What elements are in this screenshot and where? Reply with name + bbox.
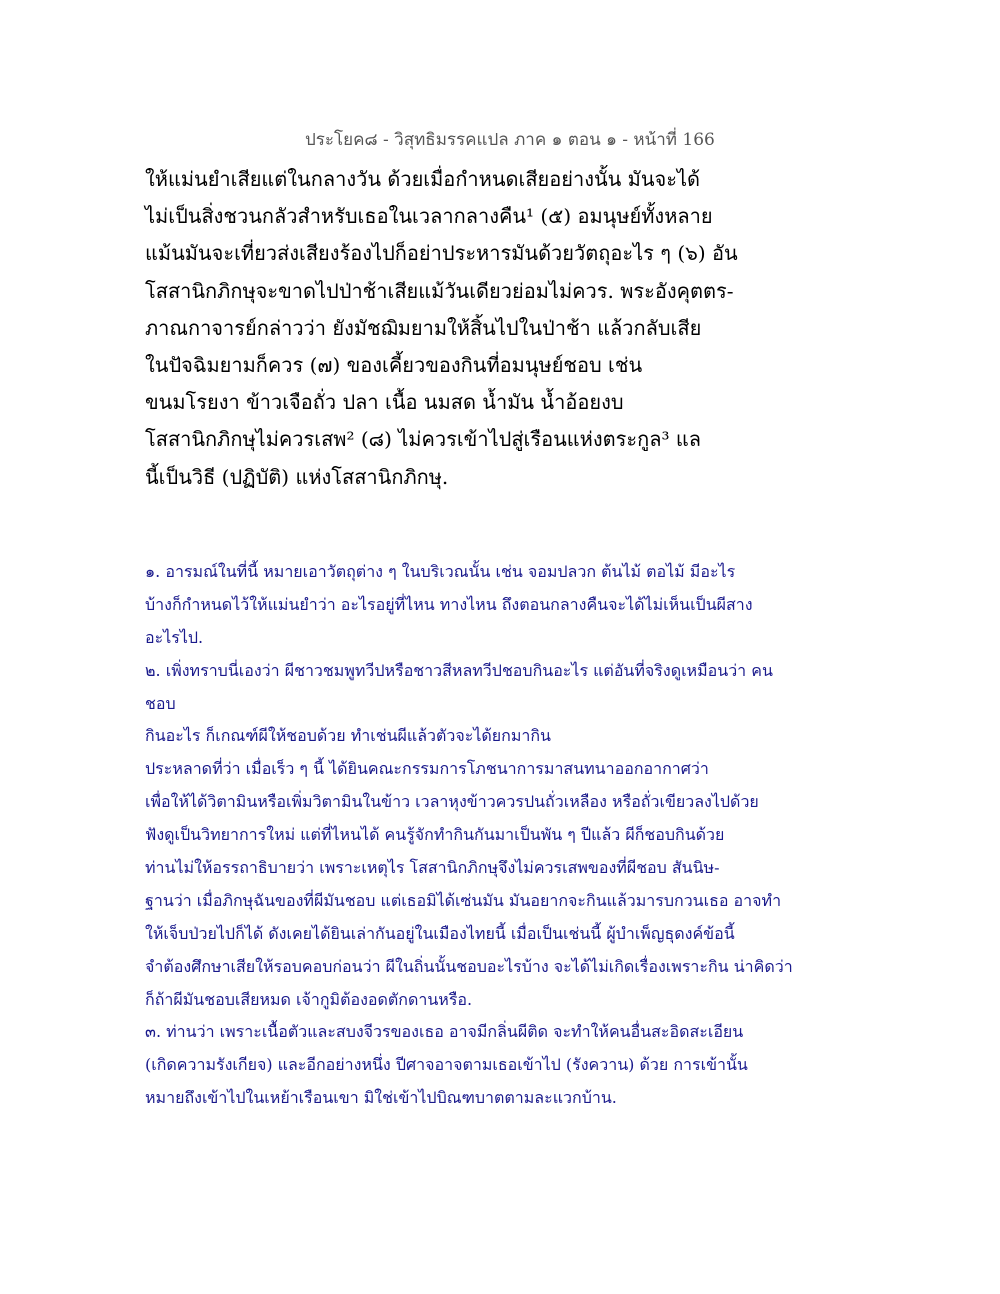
footnote-line: จำต้องศึกษาเสียให้รอบคอบก่อนว่า ผีในถิ่นนั้นชอบอะไรบ้าง จะได้ไม่เกิดเรื่องเพราะกิน น่าคิดว่า	[145, 956, 793, 976]
page-header: ประโยค๘ - วิสุทธิมรรคแปล ภาค ๑ ตอน ๑ - หน้าที่ 166	[305, 130, 715, 150]
footnote-line: ให้เจ็บป่วยไปก็ได้ ดังเคยได้ยินเล่ากันอยู่ในเมืองไทยนี้ เมื่อเป็นเช่นนี้ ผู้บำเพ็ญธุดงค์ข้อนี้	[145, 923, 735, 943]
main-text-line: นี้เป็นวิธี (ปฏิบัติ) แห่งโสสานิกภิกษุ.	[145, 464, 449, 489]
footnotes	[145, 556, 865, 1115]
main-text-line: แม้นมันจะเที่ยวส่งเสียงร้องไปก็อย่าประหารมันด้วยวัตถุอะไร ๆ (๖) อัน	[145, 241, 738, 266]
footnote-line: ฟังดูเป็นวิทยาการใหม่ แต่ที่ไหนได้ คนรู้จักทำกินกันมาเป็นพัน ๆ ปีแล้ว ผีก็ชอบกินด้วย	[145, 825, 725, 845]
footnote-line: บ้างก็กำหนดไว้ให้แม่นยำว่า อะไรอยู่ที่ไหน ทางไหน ถึงตอนกลางคืนจะได้ไม่เห็นเป็นผีสาง	[145, 594, 753, 614]
footnote-line: ประหลาดที่ว่า เมื่อเร็ว ๆ นี้ ได้ยินคณะกรรมการโภชนาการมาสนทนาออกอากาศว่า	[145, 759, 709, 779]
footnote-line: ๑. อารมณ์ในที่นี้ หมายเอาวัตถุต่าง ๆ ในบริเวณนั้น เช่น จอมปลวก ต้นไม้ ตอไม้ มีอะไร	[145, 562, 736, 581]
footnote-line: (เกิดความรังเกียจ) และอีกอย่างหนึ่ง ปีศาจอาจตามเธอเข้าไป (รังควาน) ด้วย การเข้านั้น	[145, 1055, 748, 1075]
footnote-line: ชอบ	[145, 693, 176, 713]
footnote-line: ท่านไม่ให้อรรถาธิบายว่า เพราะเหตุไร โสสานิกภิกษุจึงไม่ควรเสพของที่ผีชอบ สันนิษ-	[145, 858, 720, 878]
main-text-line: โสสานิกภิกษุจะขาดไปป่าช้าเสียแม้วันเดียวย่อมไม่ควร. พระอังคุตตร-	[145, 278, 734, 303]
footnote-line: กินอะไร ก็เกณฑ์ผีให้ชอบด้วย ทำเช่นผีแล้วตัวจะได้ยกมากิน	[145, 726, 551, 746]
main-text-line: ในปัจฉิมยามก็ควร (๗) ของเคี้ยวของกินที่อมนุษย์ชอบ เช่น	[145, 352, 643, 377]
main-text-line: ให้แม่นยำเสียแต่ในกลางวัน ด้วยเมื่อกำหนดเสียอย่างนั้น มันจะได้	[145, 167, 701, 191]
footnote-line: ๓. ท่านว่า เพราะเนื้อตัวและสบงจีวรของเธอ อาจมีกลิ่นผีติด จะทำให้คนอื่นสะอิดสะเอียน	[145, 1022, 744, 1042]
footnote-line: ฐานว่า เมื่อภิกษุฉันของที่ผีมันชอบ แต่เธอมิได้เซ่นมัน มันอยากจะกินแล้วมารบกวนเธอ อาจทำ	[145, 890, 782, 910]
main-text	[145, 161, 865, 496]
footnote-line: หมายถึงเข้าไปในเหย้าเรือนเขา มิใช่เข้าไปบิณฑบาตตามละแวกบ้าน.	[145, 1088, 617, 1108]
main-text-line: ไม่เป็นสิ่งชวนกลัวสำหรับเธอในเวลากลางคืน¹ (๕) อมนุษย์ทั้งหลาย	[145, 204, 713, 229]
main-text-line: ขนมโรยงา ข้าวเจือถั่ว ปลา เนื้อ นมสด น้ำมัน น้ำอ้อยงบ	[145, 390, 624, 415]
footnote-line: ๒. เพิ่งทราบนี่เองว่า ผีชาวชมพูทวีปหรือชาวสีหลทวีปชอบกินอะไร แต่อันที่จริงดูเหมือนว่า คน	[145, 660, 773, 680]
footnote-line: เพื่อให้ได้วิตามินหรือเพิ่มวิตามินในข้าว เวลาหุงข้าวควรปนถั่วเหลือง หรือถั่วเขียวลงไปด้วย	[145, 792, 759, 812]
footnote-line: อะไรไป.	[145, 627, 204, 647]
main-text-line: ภาณกาจารย์กล่าวว่า ยังมัชฌิมยามให้สิ้นไปในป่าช้า แล้วกลับเสีย	[145, 315, 702, 340]
main-text-line: โสสานิกภิกษุไม่ควรเสพ² (๘) ไม่ควรเข้าไปสู่เรือนแห่งตระกูล³ แล	[145, 427, 701, 452]
footnote-line: ก็ถ้าผีมันชอบเสียหมด เจ้ากูมิต้องอดตักดานหรือ.	[145, 989, 473, 1009]
